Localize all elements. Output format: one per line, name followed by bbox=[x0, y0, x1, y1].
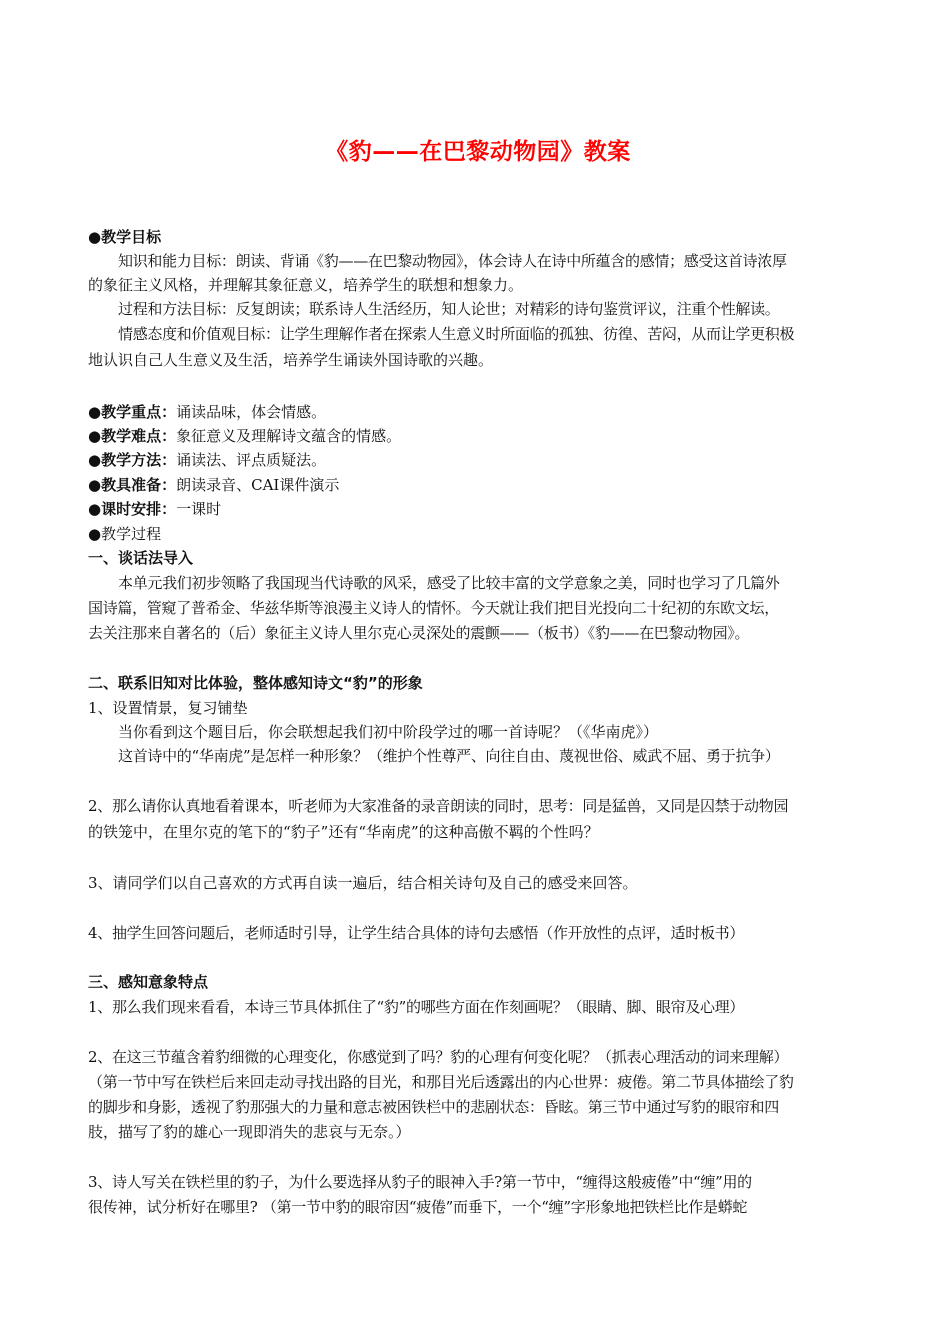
info-value: 象征意义及理解诗文蕴含的情感。 bbox=[176, 427, 402, 445]
info-value: 一课时 bbox=[176, 500, 222, 518]
section3-item2-line: 的脚步和身影，透视了豹那强大的力量和意志被困铁栏中的悲剧状态：昏眩。第三节中通过写豹的眼帘和四 bbox=[88, 1098, 779, 1116]
process-heading: ●教学过程 bbox=[88, 525, 162, 543]
info-label: ●教具准备： bbox=[88, 476, 177, 494]
section3-item1: 1、那么我们现来看看，本诗三节具体抓住了“豹”的哪些方面在作刻画呢？（眼睛、脚、眼帘及心理） bbox=[88, 998, 745, 1016]
objectives-line: 地认识自己人生意义及生活，培养学生诵读外国诗歌的兴趣。 bbox=[88, 351, 494, 369]
section3-item3-line: 3、诗人写关在铁栏里的豹子，为什么要选择从豹子的眼神入手?第一节中，“缠得这般疲倦”中“缠”用的 bbox=[88, 1173, 752, 1191]
objectives-line: 过程和方法目标：反复朗读；联系诗人生活经历，知人论世；对精彩的诗句鉴赏评议，注重个性解读。 bbox=[118, 300, 780, 318]
document-title: 《豹——在巴黎动物园》教案 bbox=[325, 139, 631, 165]
info-label: ●教学难点： bbox=[88, 427, 177, 445]
section2-item2-line: 2、那么请你认真地看着课本，听老师为大家准备的录音朗读的同时，思考：同是猛兽，又同是囚禁于动物园 bbox=[88, 797, 789, 815]
section1-line: 国诗篇，管窥了普希金、华兹华斯等浪漫主义诗人的情怀。今天就让我们把目光投向二十纪初的东欧文坛， bbox=[88, 599, 779, 617]
section3-heading: 三、感知意象特点 bbox=[88, 973, 209, 991]
info-value: 诵读法、评点质疑法。 bbox=[176, 451, 327, 469]
section1-line: 本单元我们初步领略了我国现当代诗歌的风采，感受了比较丰富的文学意象之美，同时也学习了几篇外 bbox=[118, 574, 780, 592]
section2-item1-line: 当你看到这个题目后，你会联想起我们初中阶段学过的哪一首诗呢？（《华南虎》） bbox=[118, 723, 659, 741]
section1-line: 去关注那来自著名的（后）象征主义诗人里尔克心灵深处的震颤——（板书）《豹——在巴黎动物园》。 bbox=[88, 624, 750, 642]
section2-heading: 二、联系旧知对比体验，整体感知诗文“豹”的形象 bbox=[88, 674, 423, 692]
info-method bbox=[88, 450, 326, 470]
info-difficulty bbox=[88, 426, 401, 446]
section2-item2-line: 的铁笼中，在里尔克的笔下的“豹子”还有“华南虎”的这种高傲不羁的个性吗？ bbox=[88, 823, 599, 841]
info-value: 诵读品味，体会情感。 bbox=[176, 403, 327, 421]
info-materials bbox=[88, 475, 339, 495]
objectives-line: 情感态度和价值观目标：让学生理解作者在探索人生意义时所面临的孤独、彷徨、苦闷，从而让学更积极 bbox=[118, 325, 795, 343]
objectives-line: 知识和能力目标：朗读、背诵《豹——在巴黎动物园》，体会诗人在诗中所蕴含的感情；感受这首诗浓厚 bbox=[118, 252, 787, 270]
section2-item1: 1、设置情景，复习铺垫 bbox=[88, 699, 248, 717]
section1-heading: 一、谈话法导入 bbox=[88, 549, 194, 567]
section2-item3: 3、请同学们以自己喜欢的方式再自读一遍后，结合相关诗句及自己的感受来回答。 bbox=[88, 874, 638, 892]
objectives-line: 的象征主义风格，并理解其象征意义，培养学生的联想和想象力。 bbox=[88, 276, 524, 294]
section2-item1-line: 这首诗中的“华南虎”是怎样一种形象？（维护个性尊严、向往自由、蔑视世俗、威武不屈、勇于抗争） bbox=[118, 747, 780, 765]
objectives-heading: ●教学目标 bbox=[88, 228, 162, 246]
info-label: ●课时安排： bbox=[88, 500, 177, 518]
section3-item2-line: 2、在这三节蕴含着豹细微的心理变化，你感觉到了吗？豹的心理有何变化呢？（抓表心理活动的词来理解） bbox=[88, 1048, 789, 1066]
info-value: 朗读录音、CAI课件演示 bbox=[176, 476, 340, 494]
info-key-point bbox=[88, 402, 326, 422]
info-schedule bbox=[88, 499, 221, 519]
info-label: ●教学重点： bbox=[88, 403, 177, 421]
section2-item4: 4、抽学生回答问题后，老师适时引导，让学生结合具体的诗句去感悟（作开放性的点评，适时板书） bbox=[88, 924, 745, 942]
info-label: ●教学方法： bbox=[88, 451, 177, 469]
section3-item2-line: （第一节中写在铁栏后来回走动寻找出路的目光，和那目光后透露出的内心世界：疲倦。第二节具体描绘了豹 bbox=[88, 1073, 794, 1091]
section3-item3-line: 很传神，试分析好在哪里? （第一节中豹的眼帘因“疲倦”而垂下，一个“缠”字形象地把铁栏比作是蟒蛇 bbox=[88, 1198, 748, 1216]
section3-item2-line: 肢，描写了豹的雄心一现即消失的悲哀与无奈。） bbox=[88, 1123, 411, 1141]
